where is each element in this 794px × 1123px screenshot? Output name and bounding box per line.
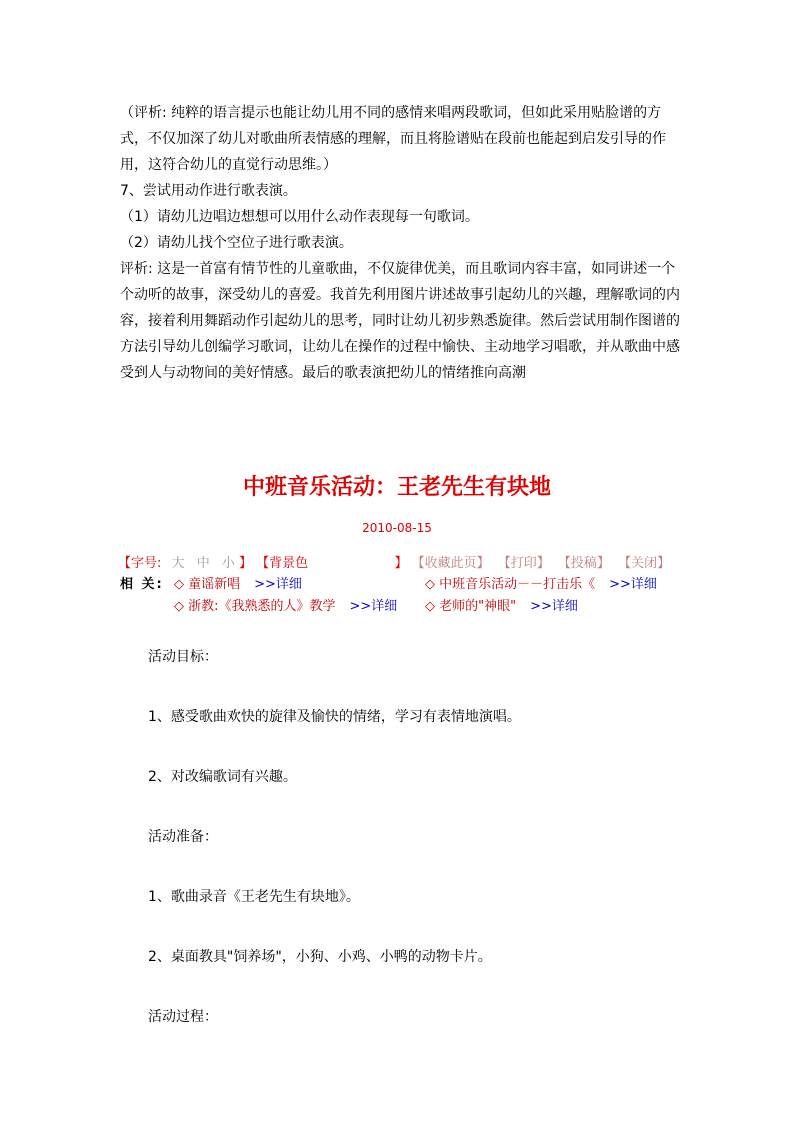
- summary-commentary-paragraph: 评析: 这是一首富有情节性的儿童歌曲，不仅旋律优美，而且歌词内容丰富，如同讲述一个个动听的故事，深受幼儿的喜爱。我首先利用图片讲述故事引起幼儿的兴趣，理解歌词的内容，接着利用舞蹈动作引起幼儿的思考，同时让幼儿初步熟悉旋律。然后尝试用制作图谱的方法引导幼儿创编学习歌词，让幼儿在操作的过程中愉快、主动地学习唱歌，并从歌曲中感受到人与动物间的美好情感。最后的歌表演把幼儿的情绪推向高潮: [120, 261, 680, 381]
- commentary-paragraph: （评析: 纯粹的语言提示也能让幼儿用不同的感情来唱两段歌词，但如此采用贴脸谱的方式，不仅加深了幼儿对歌曲所表情感的理解，而且将脸谱贴在段前也能起到启发引导的作用，这符合幼儿的直觉行动思维。）: [120, 105, 666, 173]
- related-link-more[interactable]: >>详细: [530, 599, 578, 614]
- related-link[interactable]: [174, 573, 302, 592]
- section-heading-process: 活动过程：: [148, 1009, 218, 1025]
- background-color-close: 】: [394, 556, 408, 571]
- font-size-small-button[interactable]: 小: [221, 556, 235, 571]
- background-color-label: 【背景色: [256, 556, 309, 571]
- step-7-item-1: （1）请幼儿边唱边想想可以用什么动作表现每一句歌词。: [120, 209, 479, 225]
- goal-item-1: 1、感受歌曲欢快的旋律及愉快的情绪，学习有表情地演唱。: [148, 709, 521, 725]
- related-link[interactable]: [174, 595, 397, 614]
- section-heading-preparation: 活动准备：: [148, 829, 218, 845]
- font-size-medium-button[interactable]: 中: [196, 556, 210, 571]
- article-title: 中班音乐活动：王老先生有块地: [242, 474, 551, 500]
- preparation-item-2: 2、桌面教具"饲养场"，小狗、小鸡、小鸭的动物卡片。: [148, 949, 492, 965]
- goal-item-2: 2、对改编歌词有兴趣。: [148, 769, 297, 785]
- section-heading-goals: 活动目标：: [148, 649, 218, 665]
- related-link-title[interactable]: ◇ 童谣新唱: [174, 577, 241, 592]
- favorite-button[interactable]: 【收藏此页】: [411, 556, 490, 571]
- font-size-large-button[interactable]: 大: [171, 556, 185, 571]
- article-date: 2010-08-15: [362, 521, 432, 535]
- print-button[interactable]: 【打印】: [497, 556, 550, 571]
- font-size-label: 【字号:: [118, 556, 162, 571]
- related-link[interactable]: [425, 573, 657, 592]
- related-label: 相 关:: [120, 577, 164, 592]
- related-link-more[interactable]: >>详细: [349, 599, 398, 614]
- submit-button[interactable]: 【投稿】: [557, 556, 610, 571]
- related-link-title[interactable]: ◇ 浙教:《我熟悉的人》教学: [174, 599, 336, 614]
- previous-article-text: [120, 100, 680, 386]
- close-button[interactable]: 【关闭】: [618, 556, 671, 571]
- related-link-title[interactable]: ◇ 老师的"神眼": [425, 599, 517, 614]
- preparation-item-1: 1、歌曲录音《王老先生有块地》。: [148, 889, 360, 905]
- related-link-more[interactable]: >>详细: [609, 577, 657, 592]
- related-link-title[interactable]: ◇ 中班音乐活动－－打击乐《: [425, 577, 596, 592]
- step-7-heading: 7、尝试用动作进行歌表演。: [120, 183, 297, 199]
- related-link-more[interactable]: >>详细: [254, 577, 302, 592]
- article-toolbar: [118, 552, 678, 571]
- step-7-item-2: （2）请幼儿找个空位子进行歌表演。: [120, 235, 353, 251]
- related-link[interactable]: [425, 595, 578, 614]
- font-size-close: 】: [239, 556, 253, 571]
